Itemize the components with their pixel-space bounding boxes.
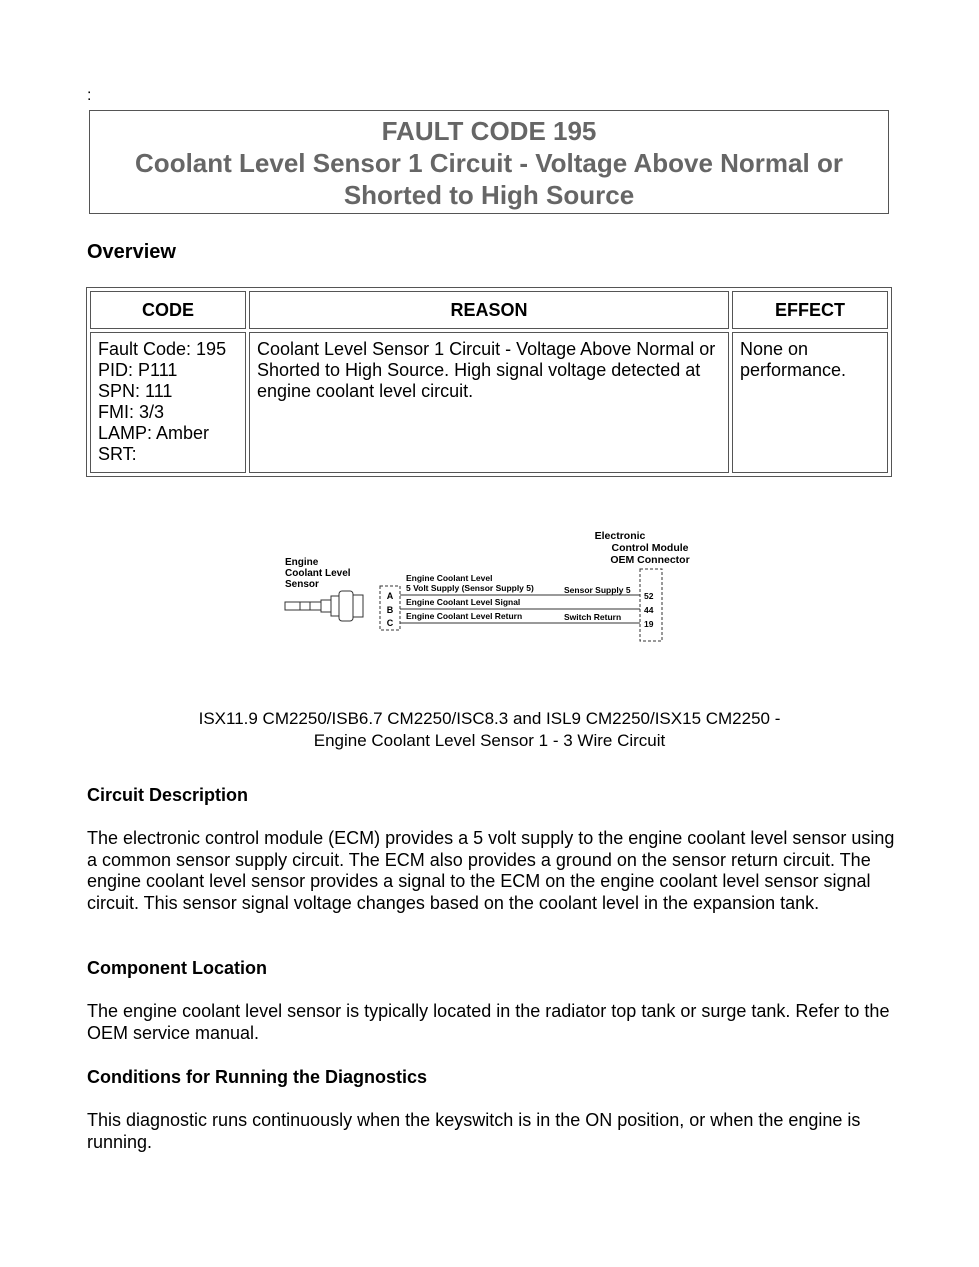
pin-label-b: B	[386, 605, 394, 615]
pin-label-a: A	[386, 591, 394, 601]
code-cell	[90, 332, 246, 473]
wire-label-return: Engine Coolant Level Return	[406, 611, 523, 621]
component-location-text: The engine coolant level sensor is typically located in the radiator top tank or surge tank. Refer to the OEM service manual.	[87, 1001, 890, 1043]
wire-label-supply: 5 Volt Supply (Sensor Supply 5)	[406, 583, 534, 593]
ecm-pin-52: 52	[644, 591, 654, 601]
fault-code-title: FAULT CODE 195	[381, 116, 597, 146]
wire-group-label: Engine Coolant Level	[406, 573, 493, 583]
ecm-wire-label-supply: Sensor Supply 5	[564, 585, 631, 595]
ecm-label-line: OEM Connector	[610, 554, 690, 566]
ecm-label-line: Electronic	[594, 530, 646, 542]
ecm-pin-19: 19	[644, 619, 654, 629]
component-location-heading: Component Location	[87, 958, 267, 978]
wiring-diagram	[280, 525, 700, 710]
table-row	[90, 332, 888, 473]
fault-description-line-1: Coolant Level Sensor 1 Circuit - Voltage Above Normal or	[135, 148, 843, 178]
ecm-label-line: Control Module	[611, 542, 689, 554]
effect-cell: None on performance.	[732, 332, 888, 473]
code-line: SPN: 111	[98, 381, 173, 401]
caption-line-1: ISX11.9 CM2250/ISB6.7 CM2250/ISC8.3 and ISL9 CM2250/ISX15 CM2250 -	[198, 709, 781, 728]
fault-code-title-box	[89, 110, 889, 214]
figure-caption	[0, 708, 979, 752]
overview-heading: Overview	[87, 241, 176, 263]
overview-table	[86, 287, 892, 477]
circuit-description-heading: Circuit Description	[87, 785, 249, 805]
fault-description-line-2: Shorted to High Source	[343, 180, 635, 210]
wire-label-signal: Engine Coolant Level Signal	[406, 597, 521, 607]
conditions-text: This diagnostic runs continuously when the keyswitch is in the ON position, or when the engine is running.	[87, 1110, 861, 1152]
ecm-wire-label-return: Switch Return	[564, 612, 622, 622]
reason-cell: Coolant Level Sensor 1 Circuit - Voltage Above Normal or Shorted to High Source. High signal voltage detected at engine coolant level circuit.	[249, 332, 729, 473]
circuit-description-text: The electronic control module (ECM) provides a 5 volt supply to the engine coolant level sensor using a common sensor supply circuit. The ECM also provides a ground on the sensor return circuit. The engine coolant level sensor provides a signal to the ECM on the engine coolant level sensor signal circuit. This sensor signal voltage changes based on the coolant level in the expansion tank.	[87, 828, 895, 913]
header-code: CODE	[90, 291, 246, 329]
conditions-heading: Conditions for Running the Diagnostics	[87, 1067, 427, 1087]
caption-line-2: Engine Coolant Level Sensor 1 - 3 Wire Circuit	[313, 731, 666, 750]
code-line: SRT:	[98, 444, 137, 464]
code-line: Fault Code: 195	[98, 339, 227, 359]
code-line: FMI: 3/3	[98, 402, 165, 422]
sensor-label-line: Sensor	[285, 579, 319, 590]
coolant-level-sensor-drawing	[285, 591, 363, 621]
ecm-pin-44: 44	[644, 605, 654, 615]
code-line: PID: P111	[98, 360, 178, 380]
page-colon: :	[87, 87, 92, 104]
code-line: LAMP: Amber	[98, 423, 210, 443]
sensor-label-line: Engine	[285, 557, 319, 568]
pin-label-c: C	[386, 618, 394, 628]
header-reason: REASON	[249, 291, 729, 329]
header-effect: EFFECT	[732, 291, 888, 329]
table-header-row	[90, 291, 888, 329]
sensor-label-line: Coolant Level	[285, 568, 351, 579]
